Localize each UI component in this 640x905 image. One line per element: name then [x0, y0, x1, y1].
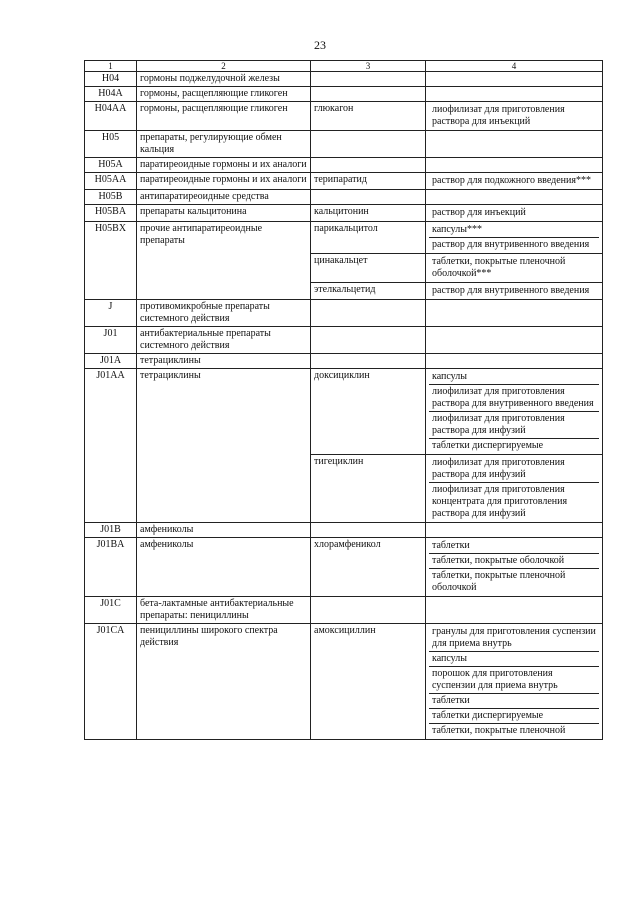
drug-name-cell — [311, 72, 426, 87]
anatomical-group-cell: антибактериальные препараты системного действия — [137, 327, 311, 354]
anatomical-group-cell: противомикробные препараты системного действия — [137, 300, 311, 327]
anatomical-group-cell: гормоны поджелудочной железы — [137, 72, 311, 87]
drug-name-cell — [311, 354, 426, 369]
table-row — [85, 190, 603, 205]
dosage-form-cell — [426, 369, 603, 455]
dosage-form-cell — [426, 354, 603, 369]
column-header: 2 — [137, 61, 311, 72]
dosage-form-item: порошок для приготовления суспензии для приема внутрь — [429, 667, 599, 694]
atc-code-cell: H04 — [85, 72, 137, 87]
dosage-form-item: таблетки диспергируемые — [429, 709, 599, 724]
table-row — [85, 205, 603, 222]
dosage-form-cell — [426, 102, 603, 131]
drug-name-cell — [311, 327, 426, 354]
drug-name-cell — [311, 523, 426, 538]
dosage-form-item: раствор для инъекций — [432, 207, 526, 218]
atc-code-cell: J01CA — [85, 624, 137, 740]
dosage-form-cell — [426, 538, 603, 597]
table-row — [85, 173, 603, 190]
dosage-form-item: лиофилизат для приготовления раствора для инфузий — [429, 412, 599, 439]
dosage-form-item: капсулы — [429, 652, 599, 667]
table-row — [85, 597, 603, 624]
atc-code-cell: H05BX — [85, 222, 137, 300]
dosage-form-item: таблетки, покрытые пленочной оболочкой*** — [432, 256, 566, 279]
dosage-form-item: таблетки — [429, 539, 599, 554]
table-row — [85, 624, 603, 740]
drug-list-table — [84, 60, 603, 740]
drug-name-cell: цинакальцет — [311, 254, 426, 283]
drug-name-cell — [311, 300, 426, 327]
drug-name-cell: этелкальцетид — [311, 283, 426, 300]
dosage-form-cell — [426, 173, 603, 190]
dosage-form-item: капсулы*** — [429, 223, 599, 238]
table-row — [85, 131, 603, 158]
atc-code-cell: H05 — [85, 131, 137, 158]
anatomical-group-cell: бета-лактамные антибактериальные препараты: пенициллины — [137, 597, 311, 624]
dosage-form-cell — [426, 222, 603, 254]
anatomical-group-cell: паратиреоидные гормоны и их аналоги — [137, 173, 311, 190]
atc-code-cell: H05B — [85, 190, 137, 205]
dosage-form-item: раствор для подкожного введения*** — [432, 175, 591, 186]
drug-name-cell — [311, 190, 426, 205]
dosage-form-item: таблетки диспергируемые — [432, 440, 544, 451]
column-header: 3 — [311, 61, 426, 72]
dosage-form-cell — [426, 158, 603, 173]
anatomical-group-cell: гормоны, расщепляющие гликоген — [137, 102, 311, 131]
dosage-form-cell — [426, 87, 603, 102]
atc-code-cell: H05AA — [85, 173, 137, 190]
dosage-form-cell — [426, 205, 603, 222]
atc-code-cell: H04A — [85, 87, 137, 102]
anatomical-group-cell: тетрациклины — [137, 369, 311, 523]
dosage-form-item: таблетки, покрытые пленочной оболочкой — [432, 570, 566, 593]
drug-name-cell: парикальцитол — [311, 222, 426, 254]
table-row — [85, 102, 603, 131]
atc-code-cell: J01B — [85, 523, 137, 538]
atc-code-cell: H05A — [85, 158, 137, 173]
atc-code-cell: H05BA — [85, 205, 137, 222]
dosage-form-item: раствор для внутривенного введения — [432, 239, 590, 250]
anatomical-group-cell: паратиреоидные гормоны и их аналоги — [137, 158, 311, 173]
atc-code-cell: J01C — [85, 597, 137, 624]
table-row — [85, 369, 603, 455]
table-header — [85, 61, 603, 72]
dosage-form-item: гранулы для приготовления суспензии для приема внутрь — [429, 625, 599, 652]
anatomical-group-cell: прочие антипаратиреоидные препараты — [137, 222, 311, 300]
atc-code-cell: J01 — [85, 327, 137, 354]
table-row — [85, 538, 603, 597]
dosage-form-item: капсулы — [429, 370, 599, 385]
dosage-form-cell — [426, 131, 603, 158]
drug-name-cell: хлорамфеникол — [311, 538, 426, 597]
dosage-form-cell — [426, 283, 603, 300]
atc-code-cell: J01AA — [85, 369, 137, 523]
dosage-form-item: лиофилизат для приготовления раствора для инфузий — [429, 456, 599, 483]
column-header: 1 — [85, 61, 137, 72]
dosage-form-cell — [426, 300, 603, 327]
drug-name-cell: тигециклин — [311, 455, 426, 523]
anatomical-group-cell: гормоны, расщепляющие гликоген — [137, 87, 311, 102]
dosage-form-cell — [426, 624, 603, 740]
table-row — [85, 222, 603, 254]
anatomical-group-cell: тетрациклины — [137, 354, 311, 369]
drug-name-cell: глюкагон — [311, 102, 426, 131]
header-row — [85, 61, 603, 72]
dosage-form-cell — [426, 190, 603, 205]
anatomical-group-cell: амфениколы — [137, 538, 311, 597]
dosage-form-item: лиофилизат для приготовления раствора для внутривенного введения — [429, 385, 599, 412]
drug-name-cell: терипаратид — [311, 173, 426, 190]
drug-name-cell — [311, 597, 426, 624]
anatomical-group-cell: препараты, регулирующие обмен кальция — [137, 131, 311, 158]
drug-name-cell: доксициклин — [311, 369, 426, 455]
dosage-form-item: таблетки, покрытые оболочкой — [429, 554, 599, 569]
drug-name-cell: амоксициллин — [311, 624, 426, 740]
drug-name-cell: кальцитонин — [311, 205, 426, 222]
anatomical-group-cell: антипаратиреоидные средства — [137, 190, 311, 205]
table-row — [85, 327, 603, 354]
dosage-form-item: лиофилизат для приготовления раствора для инъекций — [432, 104, 565, 127]
dosage-form-cell — [426, 254, 603, 283]
column-header: 4 — [426, 61, 603, 72]
dosage-form-cell — [426, 597, 603, 624]
drug-name-cell — [311, 131, 426, 158]
dosage-form-cell — [426, 327, 603, 354]
dosage-form-cell — [426, 523, 603, 538]
table-row — [85, 300, 603, 327]
atc-code-cell: J — [85, 300, 137, 327]
table-row — [85, 87, 603, 102]
table-body — [85, 72, 603, 740]
dosage-form-cell — [426, 455, 603, 523]
drug-name-cell — [311, 87, 426, 102]
atc-code-cell: H04AA — [85, 102, 137, 131]
dosage-form-item: таблетки — [429, 694, 599, 709]
drug-name-cell — [311, 158, 426, 173]
anatomical-group-cell: пенициллины широкого спектра действия — [137, 624, 311, 740]
dosage-form-item: раствор для внутривенного введения — [432, 285, 590, 296]
atc-code-cell: J01A — [85, 354, 137, 369]
anatomical-group-cell: амфениколы — [137, 523, 311, 538]
table-row — [85, 72, 603, 87]
page-number: 23 — [314, 38, 326, 52]
table-row — [85, 158, 603, 173]
dosage-form-cell — [426, 72, 603, 87]
anatomical-group-cell: препараты кальцитонина — [137, 205, 311, 222]
atc-code-cell: J01BA — [85, 538, 137, 597]
table-row — [85, 523, 603, 538]
dosage-form-item: таблетки, покрытые пленочной — [432, 725, 566, 736]
table-row — [85, 354, 603, 369]
dosage-form-item: лиофилизат для приготовления концентрата для приготовления раствора для инфузий — [432, 484, 568, 519]
